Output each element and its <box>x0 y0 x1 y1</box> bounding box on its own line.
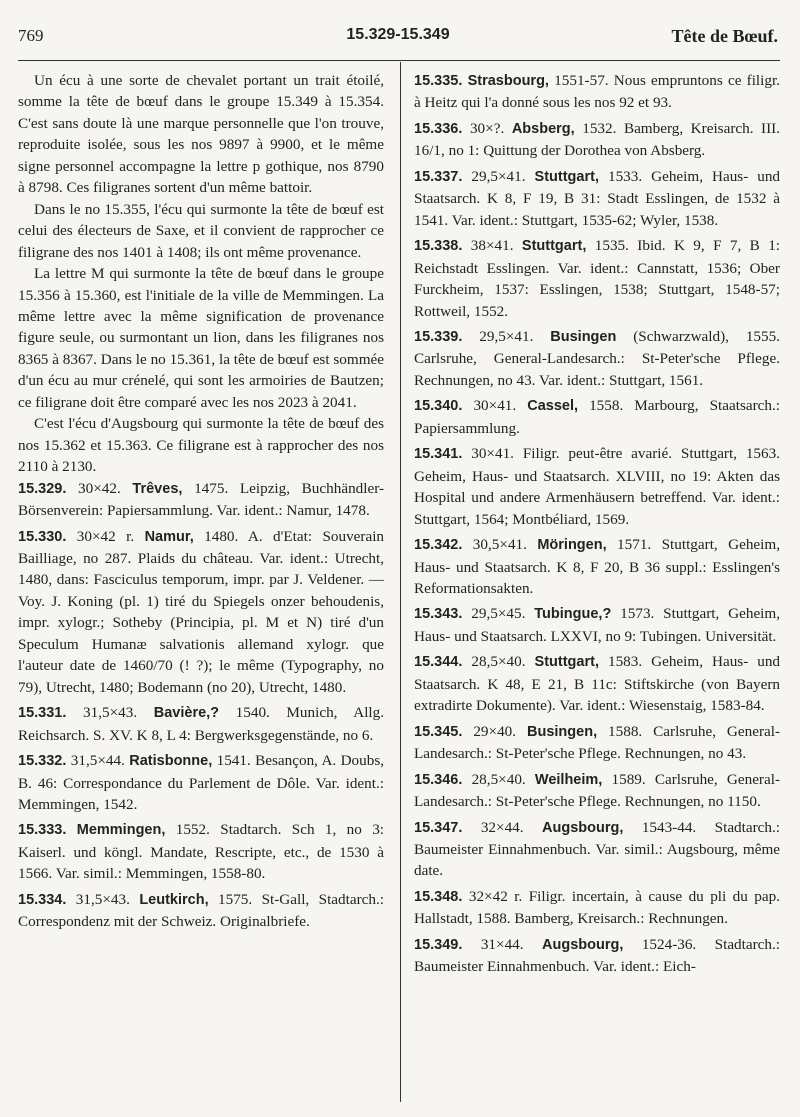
entry-size: 29,5×41. <box>471 167 526 185</box>
entry-item <box>18 889 384 933</box>
entry-place: Busingen, <box>527 723 598 740</box>
entry-text: 1524-36. Stadtarch.: Baumeister Einnahmenbuch. Var. ident.: Eich- <box>414 935 781 976</box>
entry-item <box>18 819 384 884</box>
entry-place: Namur, <box>144 528 194 545</box>
entry-place: Stuttgart, <box>521 238 587 255</box>
entry-number: 15.332. <box>18 753 67 770</box>
entry-number: 15.345. <box>414 723 463 740</box>
entry-text: 1480. A. d'Etat: Souverain Bailliage, no 287. Plaids du château. Var. ident.: Utrecht, 1480, dans: Fasciculus temporum, impr. par J. Veldener. — Voy. J. Koning (pl. 1) tiré du Spiegels onzer behoudenis, impr. xylogr.; Sotheby (Principia, pl. M et N) tiré d'un Speculum Humanæ salvationis allemand xylogr. que l'auteur date de 1460/70 (! ?); le même (Typography, no 79), Utrecht, 1480; Bodemann (no 20), Utrecht, 1480. <box>18 527 385 696</box>
entry-number: 15.347. <box>414 819 463 836</box>
entry-text: 1543-44. Stadtarch.: Baumeister Einnahmenbuch. Var. simil.: Augsbourg, même date. <box>414 818 781 880</box>
entry-number: 15.336. <box>414 120 463 137</box>
entry-place: Möringen, <box>537 537 607 554</box>
entry-item <box>414 769 780 813</box>
entry-size: 30×42 r. <box>76 527 135 545</box>
entry-text: 1551-57. Nous empruntons ce filigr. à Heitz qui l'a donné sous les nos 92 et 93. <box>414 72 780 112</box>
entry-size: 29×40. <box>473 722 517 740</box>
entry-number: 15.337. <box>414 168 463 185</box>
entry-place: Tubingue,? <box>534 606 612 623</box>
entry-place: Busingen <box>550 328 617 345</box>
entry-number: 15.333. <box>18 822 67 839</box>
entry-size: 29,5×41. <box>479 327 534 345</box>
entry-size: 30×41. <box>473 397 517 415</box>
entry-size: 30,5×41. <box>472 536 527 554</box>
entry-place: Cassel, <box>527 398 579 415</box>
entry-place: Ratisbonne, <box>129 753 213 770</box>
entry-item <box>18 750 384 815</box>
entry-item <box>414 70 780 114</box>
entry-place: Strasbourg, <box>467 73 549 89</box>
entry-size: 30×41. <box>471 445 514 463</box>
entry-number: 15.339. <box>414 328 463 345</box>
entry-number: 15.338. <box>414 238 463 255</box>
entry-text: 1589. Carlsruhe, General-Landesarch.: St-Peter'sche Pflege. Rechnungen, no 1150. <box>414 770 781 811</box>
entry-place: Trêves, <box>132 480 183 497</box>
entry-place: Leutkirch, <box>139 891 209 908</box>
entry-text: 1583. Geheim, Haus- und Staatsarch. K 48, E 21, B 11c: Stiftskirche (von Bayern extradirte Dokumente). Var. ident.: Wiesenstaig, 1583-84. <box>414 653 781 715</box>
column-divider <box>400 62 401 1102</box>
entry-item <box>414 118 780 162</box>
entry-text: 1475. Leipzig, Buchhändler-Börsenverein: Papiersammlung. Var. ident.: Namur, 1478. <box>18 479 385 520</box>
intro-paragraph: Dans le no 15.355, l'écu qui surmonte la tête de bœuf est celui des électeurs de Saxe, et il convient de rapprocher ce filigrane des nos 1401 à 1408; ils ont même provenance. <box>18 200 384 261</box>
entry-text: 1532. Bamberg, Kreisarch. III. 16/1, no 1: Quittung der Dorothea von Absberg. <box>414 119 781 160</box>
entry-item <box>414 651 780 716</box>
entry-text: 1558. Marbourg, Staatsarch.: Papiersammlung. <box>414 397 781 437</box>
entry-item <box>414 166 780 231</box>
entry-list-right <box>414 70 780 978</box>
entry-place: Augsbourg, <box>542 819 624 836</box>
entry-place: Weilheim, <box>534 771 603 788</box>
entry-range: 15.329-15.349 <box>346 26 450 43</box>
entry-text: 1571. Stuttgart, Geheim, Haus- und Staatsarch. K 8, F 20, B 36 suppl.: Esslingen's Reformationsakten. <box>414 536 780 597</box>
entry-size: 31×44. <box>480 935 524 953</box>
intro-paragraph: Un écu à une sorte de chevalet portant un trait étoilé, somme la tête de bœuf dans le groupe 15.349 à 15.354. C'est sans doute là une marque personnelle que l'on trouve, reproduite isolée, sous les nos 9897 à 9900, et le même signe personnel accompagne la lettre p gothique, nos 8790 à 8798. Ces filigranes sortent d'un même battoir. <box>18 72 384 197</box>
entry-list-left <box>18 478 384 933</box>
entry-number: 15.330. <box>18 528 67 545</box>
entry-size: 31,5×44. <box>70 752 125 770</box>
page-number: 769 <box>18 26 44 45</box>
entry-size: 30×42. <box>78 479 121 497</box>
intro-paragraph: La lettre M qui surmonte la tête de bœuf dans le groupe 15.356 à 15.360, est l'initiale de la ville de Memmingen. La même lettre avec la même signification de provenance figure seule, ou surmontant un lion, dans les filigranes nos 8365 à 8367. Dans le no 15.361, la tête de bœuf est sommée d'un écu au mur crénelé, qui sont les armoiries de Bautzen; ce filigrane doit être comparé avec les nos 2023 à 2041. <box>18 265 384 411</box>
entry-text: Filigr. peut-être avarié. Stuttgart, 1563. Geheim, Haus- und Staatsarch. XLVIII, no 19: Akten das Hospital und andere Armenhäusern betreffend. Var. ident.: Stuttgart, 1564; Montbéliard, 1569. <box>414 445 781 528</box>
entry-number: 15.348. <box>414 888 463 905</box>
entry-text: 1588. Carlsruhe, General-Landesarch.: St-Peter'sche Pflege. Rechnungen, no 43. <box>414 722 781 763</box>
entry-item <box>414 603 780 647</box>
entry-text: 1533. Geheim, Haus- und Staatsarch. K 8, F 19, B 31: Stadt Esslingen, de 1532 à 1541. Var. ident.: Stuttgart, 1535-62; Wyler, 1538. <box>414 167 781 229</box>
entry-item <box>18 526 384 699</box>
entry-place: Stuttgart, <box>534 168 599 185</box>
entry-place: Stuttgart, <box>534 654 599 671</box>
entry-number: 15.343. <box>414 606 463 623</box>
entry-item <box>414 534 780 599</box>
entry-place: Memmingen, <box>76 822 166 839</box>
entry-size: 32×44. <box>480 818 524 836</box>
entry-number: 15.340. <box>414 398 463 415</box>
entry-size: 29,5×45. <box>471 605 526 623</box>
entry-item <box>414 934 780 978</box>
entry-size: 30×?. <box>469 119 505 137</box>
intro-paragraph: C'est l'écu d'Augsbourg qui surmonte la tête de bœuf des nos 15.362 et 15.363. Ce filigrane est à rapprocher des nos 2110 à 2130. <box>18 415 384 476</box>
entry-text: 1535. Ibid. K 9, F 7, B 1: Reichstadt Esslingen. Var. ident.: Cannstatt, 1536; Ober Furckheim, 1537: Esslingen, 1538; Stuttgart, 1548-57; Rottweil, 1552. <box>414 237 781 320</box>
entry-item <box>18 702 384 746</box>
entry-number: 15.335. <box>414 73 463 89</box>
entry-number: 15.334. <box>18 891 67 908</box>
page-header <box>18 26 778 50</box>
entry-text: 1541. Besançon, A. Doubs, B. 46: Correspondance du Parlement de Dôle. Var. ident.: Memmingen, 1542. <box>18 752 385 813</box>
entry-size: 28,5×40. <box>471 653 526 671</box>
entry-place: Bavière,? <box>153 705 220 722</box>
left-column <box>18 70 384 937</box>
entry-text: 1552. Stadtarch. Sch 1, no 3: Kaiserl. und köngl. Mandate, Rescripte, etc., de 1530 à 1566. Var. simil.: Memmingen, 1558-80. <box>18 821 385 883</box>
entry-size: 28,5×40. <box>471 770 526 788</box>
entry-item <box>414 326 780 391</box>
entry-number: 15.342. <box>414 537 463 554</box>
entry-number: 15.346. <box>414 771 463 788</box>
entry-text: 1540. Munich, Allg. Reichsarch. S. XV. K 8, L 4: Bergwerksgegenstände, no 6. <box>18 704 385 744</box>
entry-size: 32×42 r. <box>468 887 523 905</box>
header-rule <box>18 60 780 61</box>
entry-number: 15.329. <box>18 480 67 497</box>
entry-item <box>414 721 780 765</box>
entry-text: 1575. St-Gall, Stadtarch.: Correspondenz mit der Schweiz. Originalbriefe. <box>18 890 384 931</box>
entry-number: 15.341. <box>414 446 463 463</box>
entry-item <box>414 395 780 439</box>
entry-item <box>414 443 780 530</box>
entry-place: Absberg, <box>511 120 575 137</box>
entry-text: 1573. Stuttgart, Geheim, Haus- und Staatsarch. LXXVI, no 9: Tubingen. Universität. <box>414 605 781 645</box>
entry-number: 15.349. <box>414 936 463 953</box>
entry-size: 31,5×43. <box>75 890 130 908</box>
entry-text: Filigr. incertain, à cause du pli du pap. Hallstadt, 1588. Bamberg, Kreisarch.: Rechnungen. <box>414 887 781 928</box>
entry-text: (Schwarzwald), 1555. Carlsruhe, General-Landesarch.: St-Peter'sche Pflege. Rechnungen, no 43. Var. ident.: Stuttgart, 1561. <box>414 327 780 389</box>
entry-number: 15.344. <box>414 654 463 671</box>
entry-item <box>414 235 780 322</box>
entry-item <box>414 886 780 930</box>
entry-size: 38×41. <box>470 237 514 255</box>
entry-item <box>18 478 384 522</box>
entry-number: 15.331. <box>18 705 67 722</box>
entry-item <box>414 817 780 882</box>
right-column <box>414 70 780 982</box>
entry-size: 31,5×43. <box>83 704 138 722</box>
entry-place: Augsbourg, <box>542 936 624 953</box>
page-title: Tête de Bœuf. <box>671 26 778 46</box>
